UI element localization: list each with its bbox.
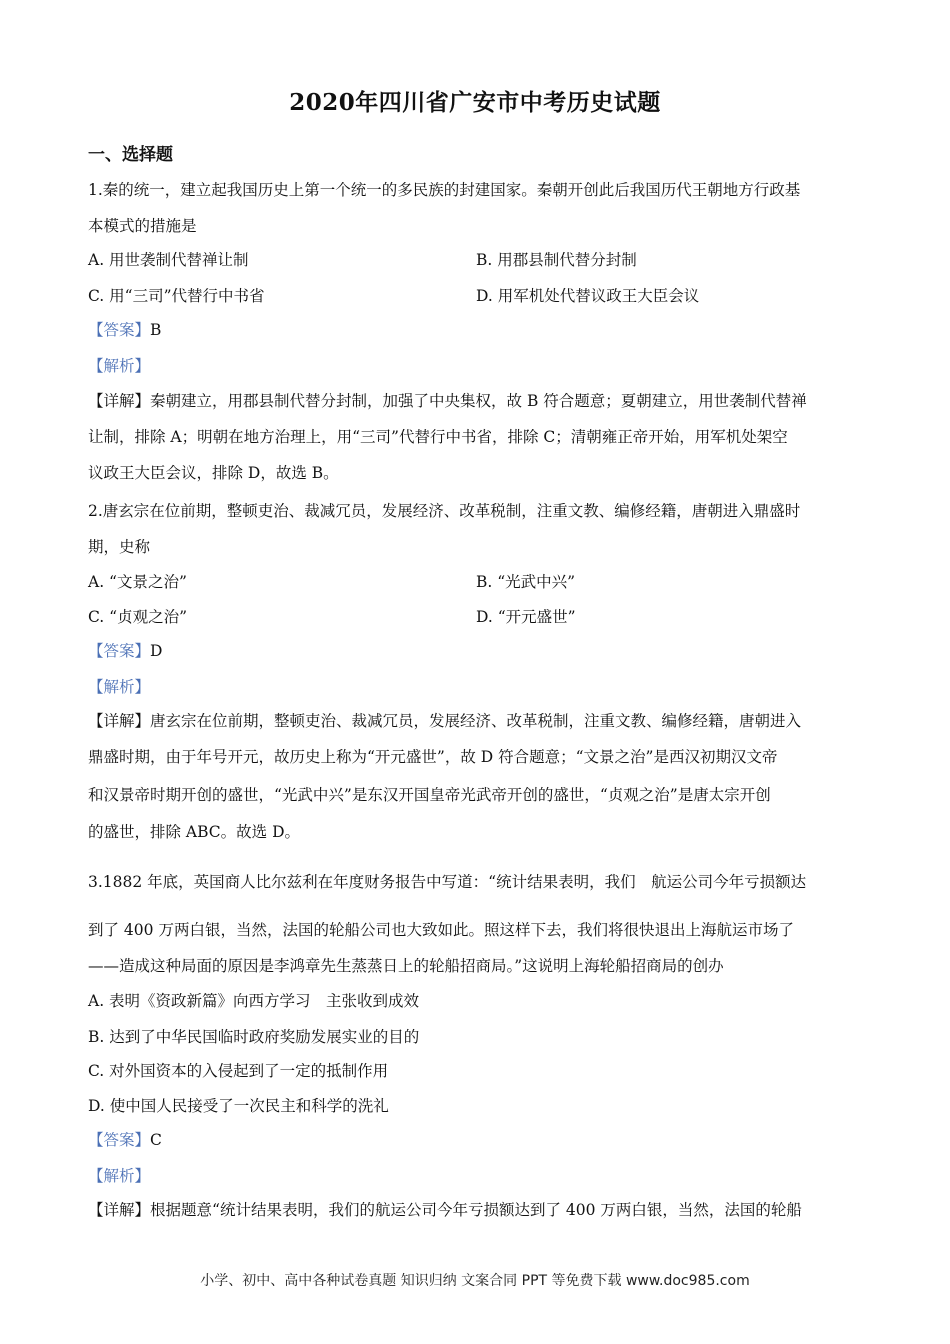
q3-detail-line-1 — [88, 1198, 802, 1220]
page-title: 2020年四川省广安市中考历史试题 — [289, 89, 661, 116]
detail-tag: 【详解】 — [88, 392, 151, 410]
q2-answer — [88, 639, 162, 661]
answer-value: C — [150, 1131, 162, 1149]
answer-tag: 【答案】 — [88, 1131, 151, 1149]
q2-option-c: C. “贞观之治” — [88, 608, 188, 626]
answer-tag: 【答案】 — [88, 642, 151, 660]
q2-detail-line-1 — [88, 709, 801, 731]
q1-detail-line-1 — [88, 389, 807, 411]
q2-detail-line-3: 和汉景帝时期开创的盛世，“光武中兴”是东汉开国皇帝光武帝开创的盛世，“贞观之治”是唐太宗开创 — [88, 786, 771, 804]
q2-stem-line-1: 2.唐玄宗在位前期，整顿吏治、裁减冗员，发展经济、改革税制，注重文教、编修经籍，唐朝进入鼎盛时 — [88, 502, 801, 520]
q3-option-c: C. 对外国资本的入侵起到了一定的抵制作用 — [88, 1062, 389, 1080]
q3-stem-line-1: 3.1882 年底，英国商人比尔兹利在年度财务报告中写道：“统计结果表明，我们 航运公司今年亏损额达 — [88, 873, 807, 891]
q1-stem-line-1: 1.秦的统一，建立起我国历史上第一个统一的多民族的封建国家。秦朝开创此后我国历代王朝地方行政基 — [88, 181, 801, 199]
detail-text: 唐玄宗在位前期，整顿吏治、裁减冗员，发展经济、改革税制，注重文教、编修经籍，唐朝进入 — [150, 712, 802, 730]
q2-stem-line-2: 期，史称 — [88, 538, 151, 556]
q2-option-d: D. “开元盛世” — [476, 608, 576, 626]
q1-option-a: A. 用世袭制代替禅让制 — [88, 251, 249, 269]
q3-option-d: D. 使中国人民接受了一次民主和科学的洗礼 — [88, 1097, 389, 1115]
q1-detail-line-2: 让制，排除 A；明朝在地方治理上，用“三司”代替行中书省，排除 C；清朝雍正帝开始，用军机处架空 — [88, 428, 788, 446]
detail-tag: 【详解】 — [88, 712, 151, 730]
q2-analysis-tag: 【解析】 — [88, 678, 151, 696]
q1-detail-line-3: 议政王大臣会议，排除 D，故选 B。 — [88, 464, 339, 482]
detail-tag: 【详解】 — [88, 1201, 151, 1219]
q2-option-a: A. “文景之治” — [88, 573, 187, 591]
q2-detail-line-4: 的盛世，排除 ABC。故选 D。 — [88, 823, 301, 841]
answer-tag: 【答案】 — [88, 321, 151, 339]
q3-answer — [88, 1128, 162, 1150]
q1-option-b: B. 用郡县制代替分封制 — [476, 251, 637, 269]
section-heading: 一、选择题 — [88, 145, 173, 165]
q1-option-c: C. 用“三司”代替行中书省 — [88, 287, 265, 305]
q3-stem-line-2: 到了 400 万两白银，当然，法国的轮船公司也大致如此。照这样下去，我们将很快退出上海航运市场了 — [88, 921, 794, 939]
q1-answer — [88, 318, 161, 340]
q2-detail-line-2: 鼎盛时期，由于年号开元，故历史上称为“开元盛世”，故 D 符合题意；“文景之治”是西汉初期汉文帝 — [88, 748, 778, 766]
q3-option-b: B. 达到了中华民国临时政府奖励发展实业的目的 — [88, 1028, 420, 1046]
q3-option-a: A. 表明《资政新篇》向西方学习 主张收到成效 — [88, 992, 420, 1010]
q1-analysis-tag: 【解析】 — [88, 357, 151, 375]
detail-text: 根据题意“统计结果表明，我们的航运公司今年亏损额达到了 400 万两白银，当然，法国的轮船 — [150, 1201, 802, 1219]
q3-stem-line-3: ——造成这种局面的原因是李鸿章先生蒸蒸日上的轮船招商局。”这说明上海轮船招商局的创办 — [88, 957, 724, 975]
q3-analysis-tag: 【解析】 — [88, 1167, 151, 1185]
answer-value: D — [150, 642, 163, 660]
q1-option-d: D. 用军机处代替议政王大臣会议 — [476, 287, 700, 305]
q2-option-b: B. “光武中兴” — [476, 573, 576, 591]
page-footer: 小学、初中、高中各种试卷真题 知识归纳 文案合同 PPT 等免费下载 www.doc985.com — [200, 1273, 750, 1289]
detail-text: 秦朝建立，用郡县制代替分封制，加强了中央集权，故 B 符合题意；夏朝建立，用世袭制代替禅 — [150, 392, 807, 410]
answer-value: B — [150, 321, 162, 339]
q1-stem-line-2: 本模式的措施是 — [88, 217, 197, 235]
